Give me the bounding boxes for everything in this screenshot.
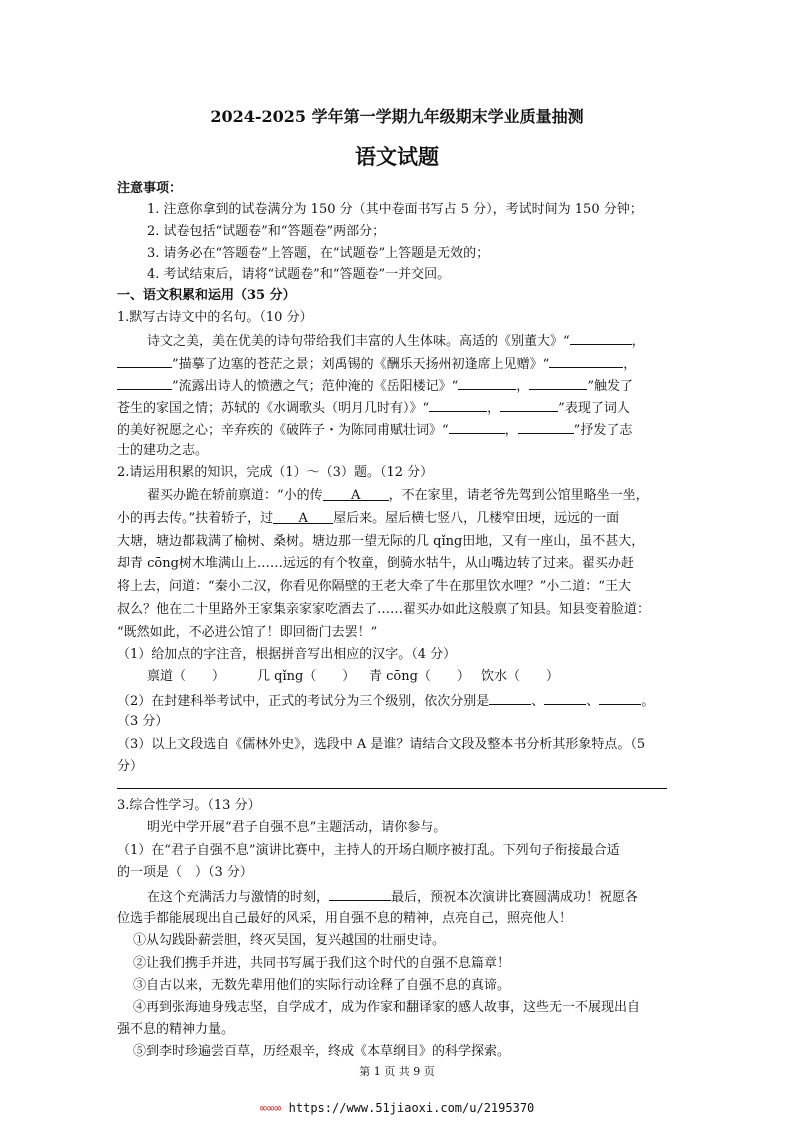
notice-item: 3. 请务必在“答题卷”上答题，在“试题卷”上答题是无效的； (147, 246, 490, 261)
answer-blank[interactable] (518, 420, 574, 434)
placeholder-a: A (273, 510, 333, 524)
q1-line: 士的建功之志。 (117, 443, 209, 458)
page-number: 第 1 页 共 9 页 (359, 1065, 435, 1078)
answer-blank[interactable] (529, 376, 587, 390)
passage-line: “既然如此，不必进公馆了！即回衙门去罢！” (117, 625, 378, 640)
answer-blank[interactable] (544, 691, 586, 705)
passage-line: 却青 cōng树木堆满山上……远远的有个牧童，倒骑水牯牛，从山嘴边转了过来。翟买办赶 (117, 556, 634, 571)
notice-item: 4. 考试结束后，请将“试题卷”和“答题卷”一并交回。 (147, 267, 451, 282)
exam-title: 2024-2025 学年第一学期九年级期末学业质量抽测 (210, 107, 584, 126)
answer-blank[interactable] (117, 376, 172, 390)
pinyin-item: 青 cōng（ ） (369, 669, 470, 684)
answer-blank[interactable] (117, 354, 172, 368)
question-stem: 2.请运用积累的知识，完成（1）～（3）题。（12 分） (117, 465, 434, 480)
pinyin-item: 几 qǐng（ ） (257, 669, 356, 684)
placeholder-a: A (323, 487, 389, 501)
passage-line: 小的再去传。”扶着轿子，过 A 屋后来。屋后横七竖八，几楼窄田埂，远远的一面 (117, 511, 620, 526)
answer-blank[interactable] (458, 376, 516, 390)
question-stem: 3.综合性学习。（13 分） (117, 798, 261, 813)
subject-title: 语文试题 (355, 144, 439, 169)
sub-question: （2）在封建科举考试中，正式的考试分为三个级别，依次分别是 、 、 。 (117, 691, 654, 711)
pinyin-item: 禀道（ ） (147, 669, 226, 684)
option-item: ⑤到李时珍遍尝百草，历经艰辛，终成《本草纲目》的科学探索。 (133, 1044, 511, 1059)
sub-question: （3）以上文段选自《儒林外史》，选段中 A 是谁？请结合文段及整本书分析其形象特点。（5 (117, 737, 646, 752)
option-item: ①从勾践卧薪尝胆，终灭吴国，复兴越国的壮丽史诗。 (133, 933, 446, 948)
q1-line: 的美好祝愿之心；辛弃疾的《破阵子・为陈同甫赋壮词》“ ， ”抒发了志 (117, 420, 632, 440)
option-item: ③自古以来，无数先辈用他们的实际行动诠释了自强不息的真谛。 (133, 978, 511, 993)
q1-line: 诗文之美，美在优美的诗句带给我们丰富的人生体味。高适的《别董大》“ ， (147, 331, 645, 351)
sub-question-score: 分） (117, 759, 144, 774)
section-heading: 一、语文积累和运用（35 分） (117, 288, 296, 303)
answer-blank[interactable] (570, 331, 632, 345)
option-item: ②让我们携手并进，共同书写属于我们这个时代的自强不息篇章！ (133, 956, 511, 971)
sub-question: 的一项是（ ）（3 分） (117, 865, 253, 880)
pinyin-item: 饮水（ ） (481, 669, 560, 684)
passage-line: 叔么？他在二十里路外王家集亲家家吃酒去了……翟买办如此这般禀了知县。知县变着脸道： (117, 602, 651, 617)
watermark (0, 1099, 794, 1117)
watermark-logo: ∞∞∞ (259, 1101, 282, 1115)
watermark-url[interactable]: https://www.51jiaoxi.com/u/2195370 (288, 1101, 535, 1115)
answer-blank[interactable] (599, 691, 641, 705)
notice-heading: 注意事项： (117, 181, 183, 196)
q1-line: ”描摹了边塞的苍茫之景；刘禹锡的《酬乐天扬州初逢席上见赠》“ ， (117, 354, 636, 374)
answer-blank[interactable] (429, 398, 487, 412)
answer-line (117, 788, 667, 789)
answer-blank[interactable] (329, 887, 391, 901)
answer-blank[interactable] (489, 691, 531, 705)
option-item: 强不息的精神力量。 (117, 1022, 235, 1037)
activity-intro: 明光中学开展“君子自强不息”主题活动，请你参与。 (147, 820, 447, 835)
passage-line: 将上去，问道：“秦小二汉，你看见你隔壁的王老大牵了牛在那里饮水哩？”小二道：“王大 (117, 579, 631, 594)
q1-line: ”流露出诗人的愤懑之气；范仲淹的《岳阳楼记》“ ， ”触发了 (117, 376, 633, 396)
passage-line: 翟买办跪在轿前禀道：“小的传 A ，不在家里，请老爷先驾到公馆里略坐一坐， (147, 488, 649, 503)
sub-question: （1）在“君子自强不息”演讲比赛中，主持人的开场白顺序被打乱。下列句子衔接最合适 (117, 843, 620, 858)
answer-blank[interactable] (500, 398, 558, 412)
speech-line: 在这个充满活力与激情的时刻， 最后，预祝本次演讲比赛圆满成功！祝愿各 (147, 887, 638, 907)
passage-line: 大塘，塘边都栽满了榆树、桑树。塘边那一望无际的几 qǐng田地，又有一座山，虽不甚大， (117, 534, 645, 549)
q1-line: 苍生的家国之情；苏轼的《水调歌头（明月几时有）》“ ， ”表现了词人 (117, 398, 630, 418)
answer-blank[interactable] (449, 420, 505, 434)
sub-question-score: （3 分） (117, 714, 169, 729)
question-stem: 1.默写古诗文中的名句。（10 分） (117, 310, 313, 325)
notice-item: 2. 试卷包括“试题卷”和“答题卷”两部分； (147, 224, 386, 239)
notice-item: 1. 注意你拿到的试卷满分为 150 分（其中卷面书写占 5 分），考试时间为 150 分钟； (147, 202, 643, 217)
speech-line: 位选手都能展现出自己最好的风采，用自强不息的精神，点亮自己，照亮他人！ (117, 911, 573, 926)
answer-blank[interactable] (549, 354, 623, 368)
sub-question: （1）给加点的字注音，根据拼音写出相应的汉字。（4 分） (117, 647, 457, 662)
option-item: ④再到张海迪身残志坚，自学成才，成为作家和翻译家的感人故事，这些无一不展现出自 (133, 1000, 641, 1015)
